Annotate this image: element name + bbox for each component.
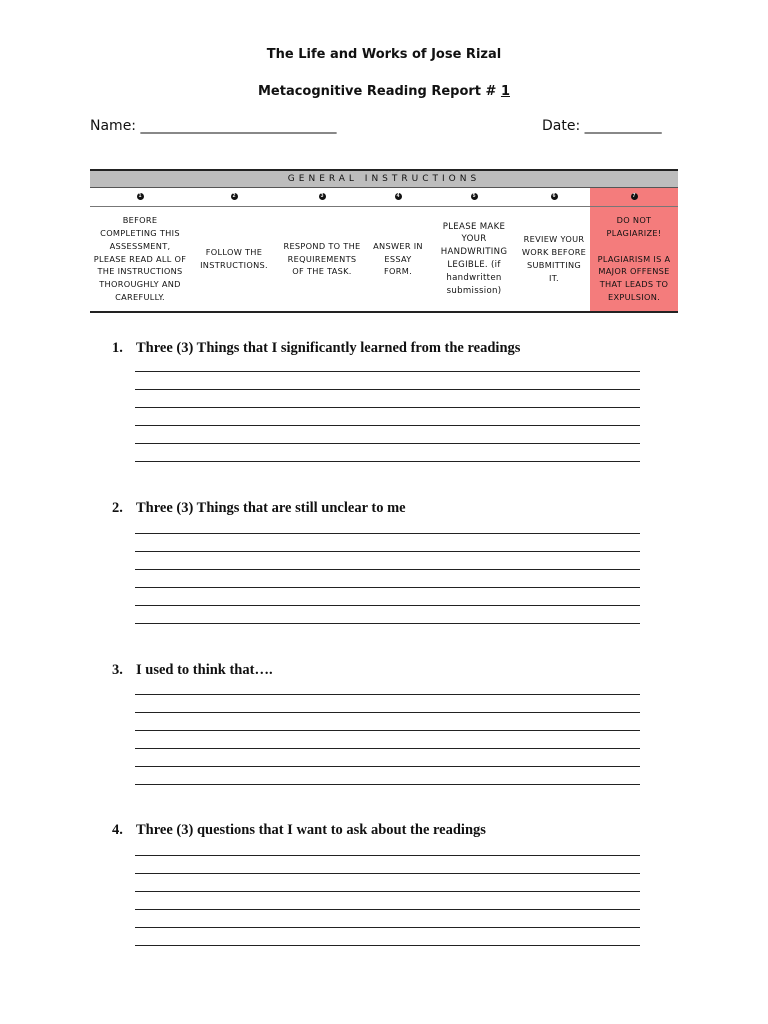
answer-line[interactable]	[135, 945, 640, 946]
number-badge: 3	[319, 193, 326, 200]
question-number: 3.	[112, 662, 123, 678]
instruction-number-row	[90, 188, 678, 207]
answer-line[interactable]	[135, 766, 640, 767]
question-number: 1.	[112, 340, 123, 356]
name-field: Name: ____________________________	[90, 118, 337, 134]
date-field: Date: ___________	[542, 118, 662, 134]
instruction-item: ANSWER IN ESSAY FORM.	[373, 240, 423, 277]
answer-line[interactable]	[135, 605, 640, 606]
answer-line[interactable]	[135, 748, 640, 749]
instruction-item: FOLLOW THE INSTRUCTIONS.	[200, 247, 268, 270]
question-3	[112, 662, 273, 679]
answer-line[interactable]	[135, 407, 640, 408]
report-subtitle-text: Metacognitive Reading Report #	[257, 84, 497, 99]
number-badge: 1	[137, 193, 144, 200]
question-4	[112, 822, 486, 839]
number-badge: 6	[551, 193, 558, 200]
answer-line[interactable]	[135, 389, 640, 390]
instruction-item-plagiarism: DO NOT PLAGIARIZE! PLAGIARISM IS A MAJOR OFFENSE THAT LEADS TO EXPULSION.	[590, 207, 678, 313]
instruction-item: RESPOND TO THE REQUIREMENTS OF THE TASK.	[283, 240, 361, 277]
answer-line[interactable]	[135, 891, 640, 892]
question-2	[112, 500, 406, 517]
instruction-item: PLEASE MAKE YOUR HANDWRITING LEGIBLE. (if handwritten submission)	[440, 221, 508, 296]
answer-line[interactable]	[135, 730, 640, 731]
question-number: 2.	[112, 500, 123, 516]
answer-line[interactable]	[135, 551, 640, 552]
answer-line[interactable]	[135, 461, 640, 462]
answer-line[interactable]	[135, 927, 640, 928]
answer-line[interactable]	[135, 694, 640, 695]
answer-line[interactable]	[135, 587, 640, 588]
number-badge: 2	[231, 193, 238, 200]
answer-line[interactable]	[135, 443, 640, 444]
question-text: Three (3) questions that I want to ask about the readings	[136, 822, 486, 838]
report-number: 1	[500, 84, 510, 99]
answer-line[interactable]	[135, 873, 640, 874]
instructions-header: GENERAL INSTRUCTIONS	[90, 170, 678, 188]
answer-line[interactable]	[135, 533, 640, 534]
question-text: I used to think that….	[136, 662, 273, 678]
document-title: The Life and Works of Jose Rizal	[266, 47, 502, 62]
question-number: 4.	[112, 822, 123, 838]
answer-line[interactable]	[135, 569, 640, 570]
answer-line[interactable]	[135, 784, 640, 785]
instruction-item: BEFORE COMPLETING THIS ASSESSMENT, PLEASE READ ALL OF THE INSTRUCTIONS THOROUGHLY AND CAREFULLY.	[93, 215, 187, 302]
number-badge: 5	[471, 193, 478, 200]
question-1	[112, 340, 520, 357]
general-instructions-table	[90, 169, 678, 313]
question-text: Three (3) Things that I significantly learned from the readings	[136, 340, 521, 356]
answer-line[interactable]	[135, 855, 640, 856]
question-text: Three (3) Things that are still unclear to me	[136, 500, 406, 516]
number-badge: 4	[395, 193, 402, 200]
answer-line[interactable]	[135, 371, 640, 372]
report-subtitle	[0, 84, 768, 99]
instruction-text-row	[90, 207, 678, 313]
instruction-item: REVIEW YOUR WORK BEFORE SUBMITTING IT.	[521, 234, 587, 283]
answer-line[interactable]	[135, 425, 640, 426]
answer-line[interactable]	[135, 712, 640, 713]
answer-line[interactable]	[135, 623, 640, 624]
answer-line[interactable]	[135, 909, 640, 910]
number-badge: 7	[631, 193, 638, 200]
